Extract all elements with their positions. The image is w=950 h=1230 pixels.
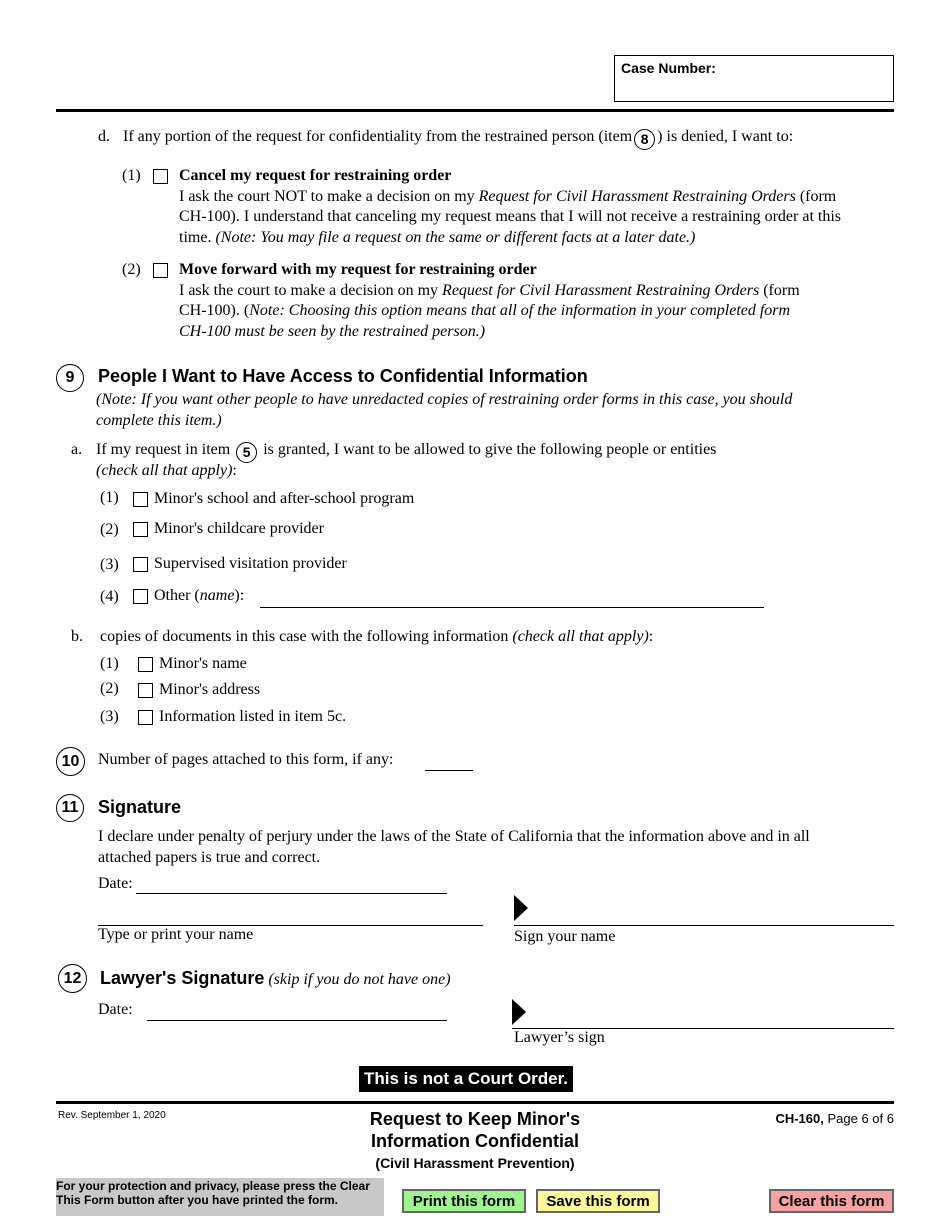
declaration-line: attached papers is true and correct.: [98, 849, 321, 866]
save-button[interactable]: Save this form: [536, 1189, 660, 1213]
item-9a-line2: (check all that apply):: [96, 462, 237, 479]
item-9a-letter: a.: [71, 441, 83, 458]
form-subtitle: (Civil Harassment Prevention): [375, 1155, 575, 1171]
pages-attached-field[interactable]: [425, 770, 473, 771]
option-num: (2): [100, 521, 119, 538]
option-num: (4): [100, 588, 119, 605]
lawyer-sign-label: Lawyer’s sign: [514, 1029, 605, 1046]
signature-date-field[interactable]: [136, 893, 447, 894]
item-11-number: 11: [56, 794, 84, 822]
option-line: CH-100). (Note: Choosing this option means that all of the information in your completed form: [179, 302, 791, 319]
item-9-note: complete this item.): [96, 412, 222, 429]
option-title: Cancel my request for restraining order: [179, 167, 452, 184]
print-name-label: Type or print your name: [98, 926, 254, 943]
date-label: Date:: [98, 1001, 133, 1018]
minor-address-checkbox[interactable]: [138, 683, 153, 698]
option-line: I ask the court NOT to make a decision on my Request for Civil Harassment Restraining Orders (form: [179, 188, 837, 205]
footer-rule: [56, 1101, 894, 1104]
other-checkbox[interactable]: [133, 589, 148, 604]
option-num: (3): [100, 708, 119, 725]
privacy-notice: [56, 1178, 384, 1216]
item-11-title: Signature: [98, 797, 182, 817]
option-line: CH-100 must be seen by the restrained person.): [179, 323, 486, 340]
option-label: Supervised visitation provider: [154, 555, 347, 572]
item-d-letter: d.: [98, 128, 110, 145]
option-num: (1): [100, 489, 119, 506]
item-9-note: (Note: If you want other people to have unredacted copies of restraining order forms in this case, you should: [96, 391, 793, 408]
sign-name-label: Sign your name: [514, 928, 616, 945]
item-12-title: Lawyer's Signature: [100, 968, 265, 988]
declaration-line: I declare under penalty of perjury under the laws of the State of California that the information above and in all: [98, 828, 810, 845]
item-10-text: Number of pages attached to this form, if any:: [98, 751, 394, 768]
item-12-skip: (skip if you do not have one): [268, 971, 451, 988]
item-9-title: People I Want to Have Access to Confidential Information: [98, 366, 588, 386]
privacy-line: For your protection and privacy, please press the Clear: [56, 1179, 370, 1193]
item-10-number: 10: [56, 747, 85, 776]
option-num: (3): [100, 556, 119, 573]
option-line: time. (Note: You may file a request on the same or different facts at a later date.): [179, 229, 696, 246]
option-label: Other (name):: [154, 587, 245, 604]
item-ref-circle-5: 5: [236, 442, 257, 463]
item-d-text: If any portion of the request for confidentiality from the restrained person (item 8 ) is denied, I want to:: [123, 128, 793, 150]
date-label: Date:: [98, 875, 133, 892]
clear-button[interactable]: Clear this form: [769, 1189, 894, 1213]
option-num: (2): [122, 261, 141, 278]
item-12-heading: [100, 968, 451, 989]
minor-name-checkbox[interactable]: [138, 657, 153, 672]
item-9b-text: copies of documents in this case with the following information (check all that apply):: [100, 628, 654, 645]
item-ref-circle-8: 8: [634, 129, 655, 150]
case-number-label: Case Number:: [621, 60, 716, 76]
print-button[interactable]: Print this form: [402, 1189, 526, 1213]
option-num: (2): [100, 680, 119, 697]
cancel-request-checkbox[interactable]: [153, 169, 168, 184]
form-page-number: CH-160, Page 6 of 6: [775, 1111, 894, 1126]
visitation-checkbox[interactable]: [133, 557, 148, 572]
revision-date: Rev. September 1, 2020: [58, 1110, 166, 1121]
privacy-line: This Form button after you have printed the form.: [56, 1193, 339, 1207]
option-label: Minor's childcare provider: [154, 520, 324, 537]
option-num: (1): [122, 167, 141, 184]
item-12-number: 12: [58, 964, 87, 993]
item-9a-text: If my request in item 5 is granted, I want to be allowed to give the following people or entities: [96, 441, 716, 463]
childcare-checkbox[interactable]: [133, 522, 148, 537]
option-label: Minor's school and after-school program: [154, 490, 415, 507]
option-title: Move forward with my request for restraining order: [179, 261, 537, 278]
option-line: I ask the court to make a decision on my Request for Civil Harassment Restraining Orders (form: [179, 282, 800, 299]
lawyer-sign-arrow-icon: [512, 999, 526, 1025]
top-rule: [56, 109, 894, 112]
item-9b-letter: b.: [71, 628, 83, 645]
item-9-number: 9: [56, 364, 84, 392]
option-line: CH-100). I understand that canceling my request means that I will not receive a restraining order at this: [179, 208, 842, 225]
form-title: Information Confidential: [371, 1131, 579, 1151]
school-checkbox[interactable]: [133, 492, 148, 507]
not-court-order-banner: This is not a Court Order.: [359, 1066, 573, 1092]
signature-field[interactable]: [514, 925, 894, 926]
lawyer-date-field[interactable]: [147, 1020, 447, 1021]
form-title: Request to Keep Minor's: [369, 1109, 581, 1129]
sign-arrow-icon: [514, 895, 528, 921]
option-label: Minor's address: [159, 681, 261, 698]
other-name-field[interactable]: [260, 607, 764, 608]
item-5c-checkbox[interactable]: [138, 710, 153, 725]
move-forward-checkbox[interactable]: [153, 263, 168, 278]
option-label: Minor's name: [159, 655, 247, 672]
option-num: (1): [100, 655, 119, 672]
option-label: Information listed in item 5c.: [159, 708, 347, 725]
